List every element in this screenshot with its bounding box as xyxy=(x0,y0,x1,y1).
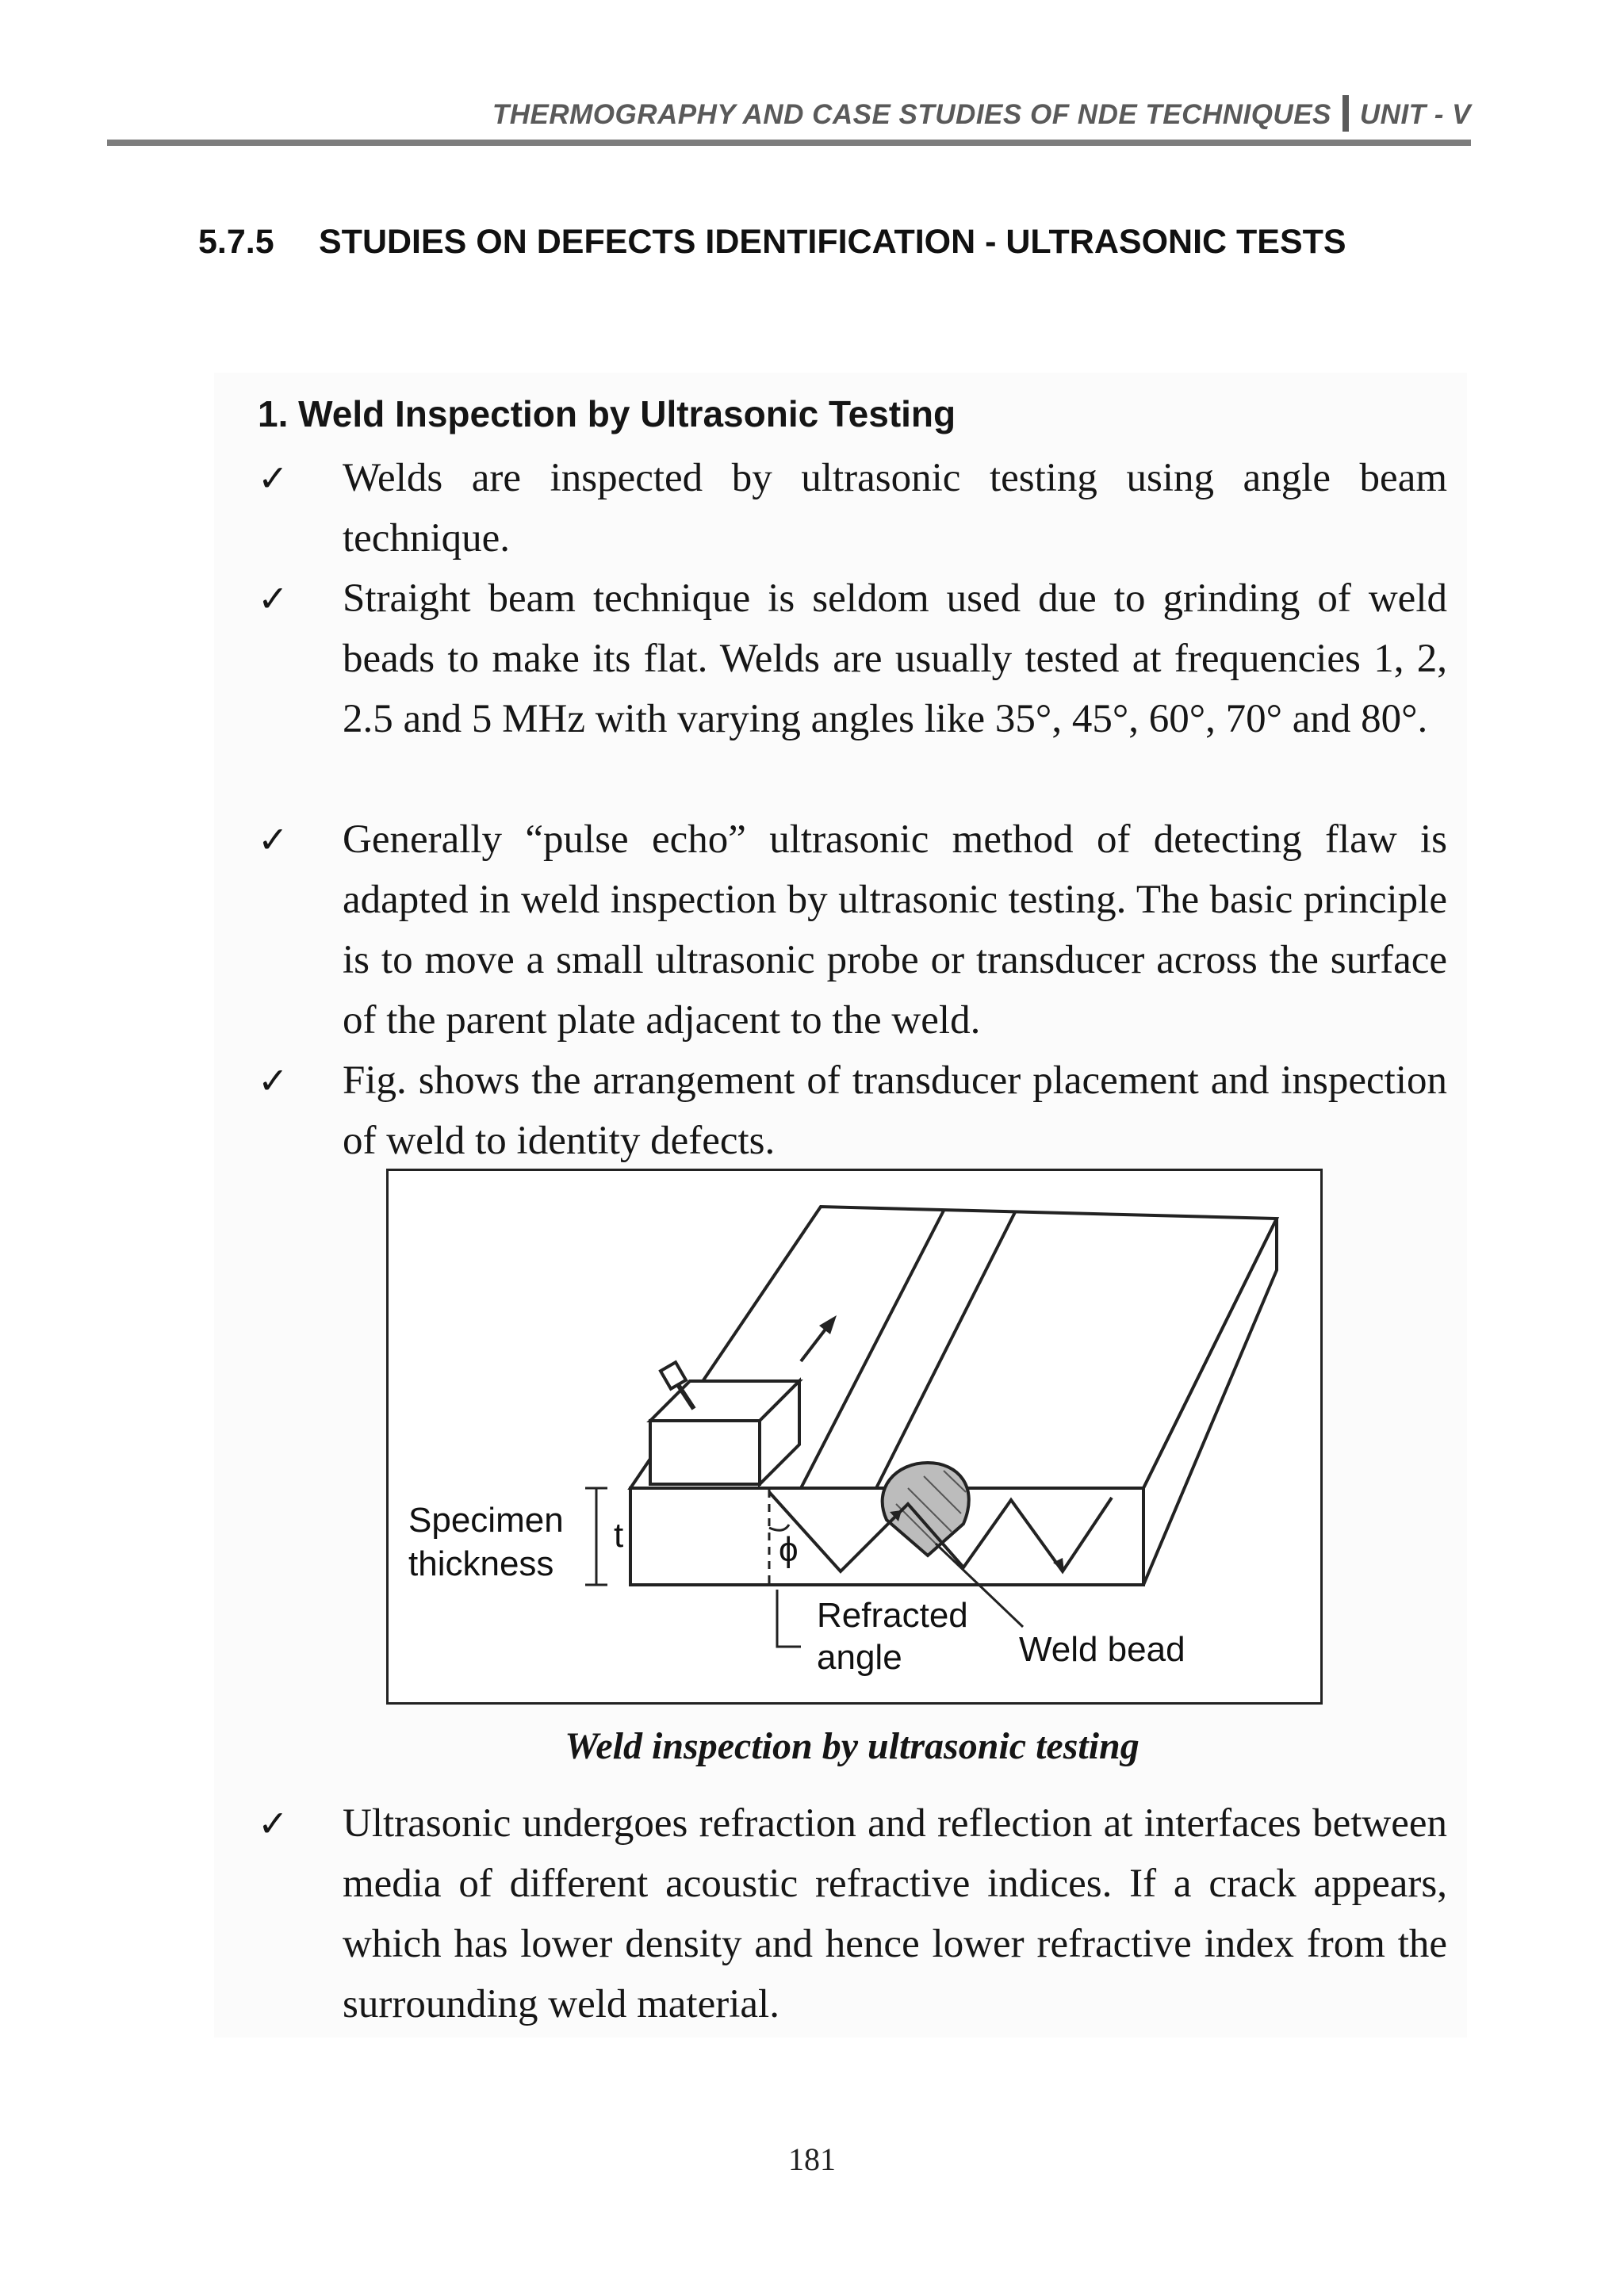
check-icon: ✓ xyxy=(258,1802,289,1845)
probe-front xyxy=(650,1421,760,1484)
section-number: 5.7.5 xyxy=(198,223,274,261)
header-title: THERMOGRAPHY AND CASE STUDIES OF NDE TECHNIQUES xyxy=(492,99,1331,130)
section-heading xyxy=(198,212,1388,271)
bullet-text: Fig. shows the arrangement of transducer placement and inspection of weld to identity defects. xyxy=(343,1058,1447,1163)
bullet-item xyxy=(258,809,1447,1050)
bullet-text: Generally “pulse echo” ultrasonic method of detecting flaw is adapted in weld inspection by ultrasonic testing. The basic principle is to move a small ultrasonic probe or transducer across the surface of the parent plate adjacent to the weld. xyxy=(343,817,1447,1043)
bullet-item xyxy=(258,1793,1447,2034)
angle-leader xyxy=(777,1590,801,1647)
thickness-label: thickness xyxy=(408,1544,554,1583)
header-rule xyxy=(107,140,1471,146)
weld-bead-label: Weld bead xyxy=(1019,1630,1185,1669)
bullet-item xyxy=(258,1050,1447,1171)
specimen-label: Specimen xyxy=(408,1501,564,1540)
header-unit: UNIT - V xyxy=(1359,99,1471,130)
subsection-title: 1. Weld Inspection by Ultrasonic Testing xyxy=(258,393,956,434)
bullet-item xyxy=(258,568,1447,749)
bullet-text: Straight beam technique is seldom used due to grinding of weld beads to make its flat. Welds are usually tested at frequencies 1, 2, 2.5 and 5 MHz with varying angles like 35°, 45°, 60°, 70° and 80°. xyxy=(343,576,1447,741)
probe-connector-head xyxy=(661,1362,686,1389)
check-icon: ✓ xyxy=(258,1059,289,1102)
weld-diagram xyxy=(389,1171,1320,1702)
section-title: STUDIES ON DEFECTS IDENTIFICATION - ULTRASONIC TESTS xyxy=(319,223,1346,261)
bullet-text: Welds are inspected by ultrasonic testing using angle beam technique. xyxy=(343,456,1447,561)
figure-caption: Weld inspection by ultrasonic testing xyxy=(565,1725,1139,1767)
bullet-text: Ultrasonic undergoes refraction and reflection at interfaces between media of different acoustic refractive indices. If a crack appears, which has lower density and hence lower refractive index from the surrounding weld material. xyxy=(343,1801,1447,2026)
weld-inspection-figure xyxy=(386,1169,1323,1705)
check-icon: ✓ xyxy=(258,577,289,620)
check-icon: ✓ xyxy=(258,818,289,861)
check-icon: ✓ xyxy=(258,457,289,499)
header-separator xyxy=(1342,95,1349,132)
t-label: t xyxy=(614,1516,624,1555)
bullet-item xyxy=(258,448,1447,568)
running-header xyxy=(107,95,1471,143)
refracted-label: Refracted xyxy=(817,1596,968,1635)
page-number: 181 xyxy=(788,2141,836,2177)
phi-label: ϕ xyxy=(779,1530,799,1569)
angle-label: angle xyxy=(817,1638,902,1677)
